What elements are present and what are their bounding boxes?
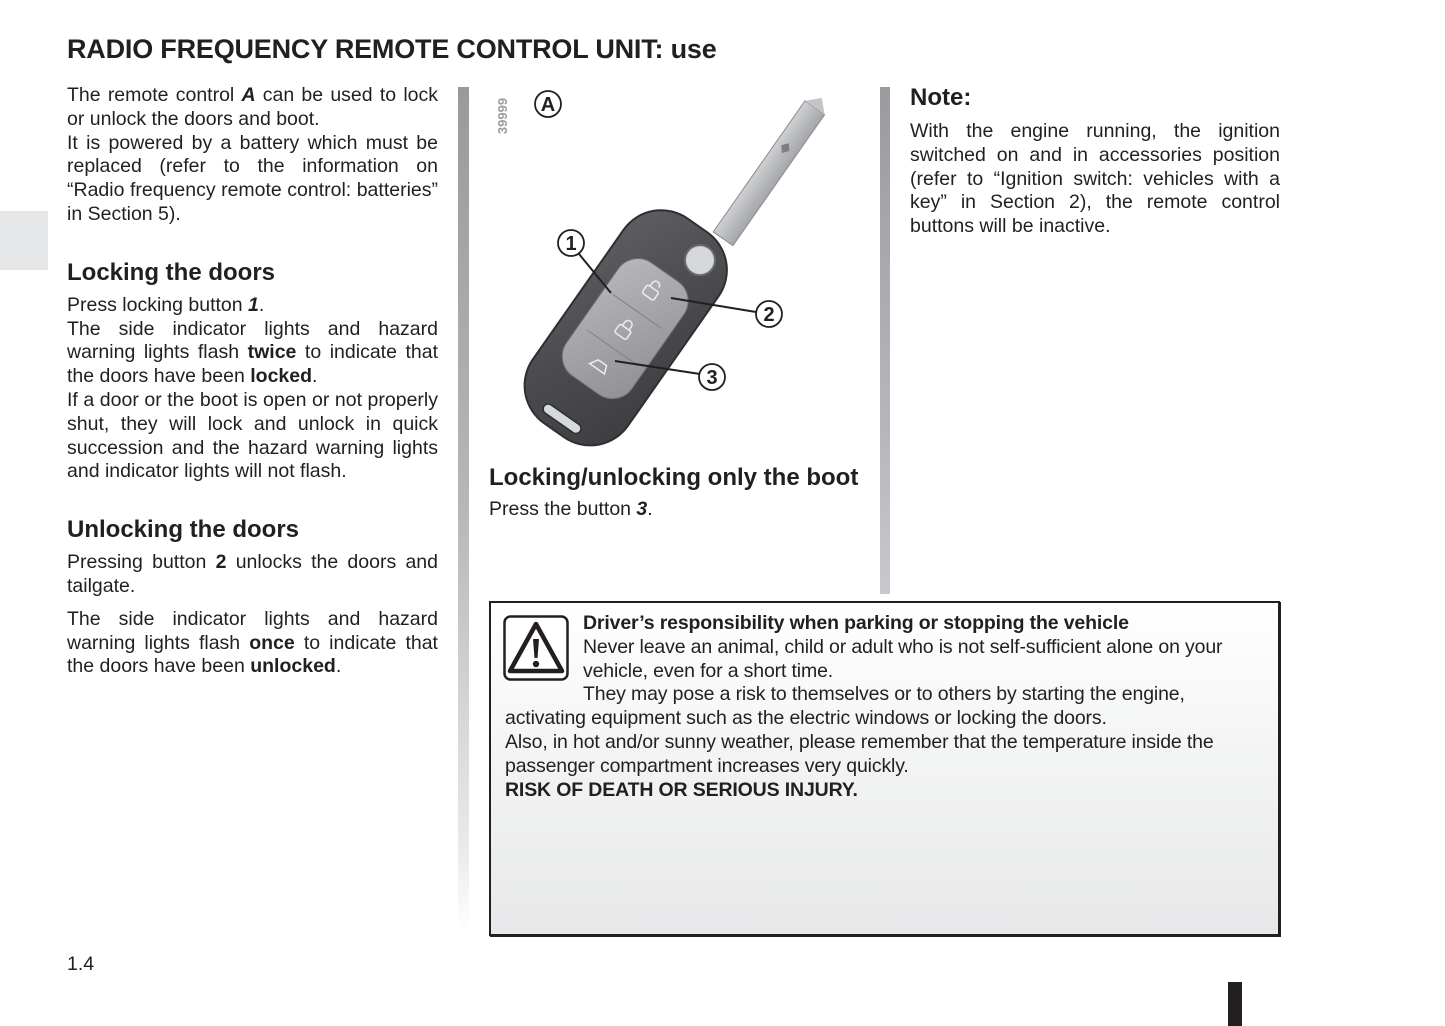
intro-paragraph-1: The remote control A can be used to lock or unlock the doors and boot. [67, 84, 438, 130]
unlocking-heading: Unlocking the doors [67, 516, 300, 544]
locked-emphasis: locked [250, 365, 313, 388]
note-section [910, 84, 1280, 239]
callout-2: 2 [763, 304, 775, 326]
remote-ref-a: A [241, 84, 256, 106]
twice-emphasis: twice [247, 341, 297, 364]
column-divider-bar [458, 87, 469, 932]
callout-3: 3 [706, 367, 718, 389]
boot-heading: Locking/unlocking only the boot [489, 464, 859, 491]
locking-paragraph-1: Press locking button 1. [67, 293, 265, 316]
warning-box [489, 601, 1280, 936]
unlocking-paragraph-2: The side indicator lights and hazard warning lights flash once to indicate that the doors have been unlocked. [67, 607, 438, 678]
section-tab-marker [0, 211, 48, 270]
callout-1: 1 [565, 233, 577, 255]
intro-paragraph-2: It is powered by a battery which must be replaced (refer to the information on “Radio frequency remote control: batteries” in Section 5). [67, 131, 438, 225]
remote-control-figure [490, 86, 860, 456]
warning-line-2: They may pose a risk to themselves or to others by starting the engine, activating equipment such as the electric windows or locking the doors. [505, 683, 1185, 730]
warning-text [505, 612, 1267, 802]
warning-line-4: RISK OF DEATH OR SERIOUS INJURY. [505, 778, 858, 801]
page-title: RADIO FREQUENCY REMOTE CONTROL UNIT: use [67, 34, 717, 64]
left-column [67, 84, 438, 679]
middle-column [489, 464, 869, 522]
unlocked-emphasis: unlocked [250, 655, 336, 678]
figure-label-a: A [540, 94, 556, 116]
warning-heading: Driver’s responsibility when parking or stopping the vehicle [583, 612, 1129, 634]
button-ref-1: 1 [248, 293, 259, 316]
warning-line-3: Also, in hot and/or sunny weather, please remember that the temperature inside the passenger compartment increases very quickly. [505, 730, 1214, 777]
figure-ref-code: 39999 [495, 97, 510, 135]
note-divider-bar [880, 87, 890, 594]
button-ref-2: 2 [215, 551, 227, 574]
note-text: With the engine running, the ignition switched on and in accessories position (refer to “Ignition switch: vehicles with a key” in Section 2), the remote control buttons will be inactive. [910, 120, 1280, 238]
locking-paragraph-3: If a door or the boot is open or not properly shut, they will lock and unlock in quick succession and the hazard warning lights and indicator lights will not flash. [67, 388, 438, 483]
locking-paragraph-2: The side indicator lights and hazard warning lights flash twice to indicate that the doors have been locked. [67, 317, 438, 388]
unlocking-paragraph-1: Pressing button 2 unlocks the doors and tailgate. [67, 551, 438, 597]
page-number: 1.4 [67, 953, 95, 975]
boot-paragraph: Press the button 3. [489, 498, 653, 520]
warning-line-1: Never leave an animal, child or adult who is not self-sufficient alone on your vehicle, even for a short time. [583, 635, 1223, 682]
button-ref-3: 3 [636, 498, 648, 520]
note-heading: Note: [910, 84, 972, 111]
once-emphasis: once [249, 631, 295, 654]
section-thumb-mark [1228, 982, 1242, 1026]
locking-heading: Locking the doors [67, 258, 276, 286]
remote-key-illustration [490, 86, 860, 456]
